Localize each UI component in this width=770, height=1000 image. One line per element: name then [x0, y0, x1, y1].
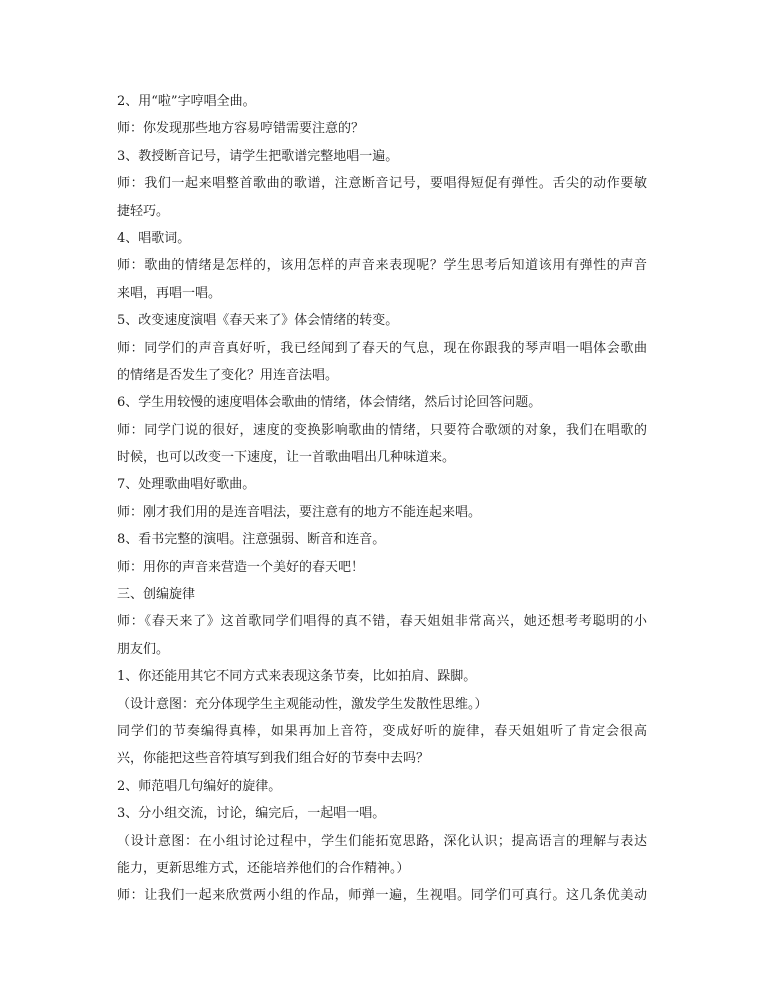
text-line: 兴，你能把这些音符填写到我们组合好的节奏中去吗？ — [117, 751, 430, 767]
text-line: （设计意图：充分体现学生主观能动性，激发学生发散性思维。） — [117, 696, 488, 712]
text-line: 能力，更新思维方式，还能培养他们的合作精神。） — [117, 860, 410, 876]
text-line: 师：刚才我们用的是连音唱法，要注意有的地方不能连起来唱。 — [117, 504, 482, 520]
text-line: 师：歌曲的情绪是怎样的，该用怎样的声音来表现呢？学生思考后知道该用有弹性的声音 — [117, 258, 647, 274]
text-line: 来唱，再唱一唱。 — [117, 285, 222, 301]
text-line: 捷轻巧。 — [117, 203, 170, 219]
text-line: 8、看书完整的演唱。注意强弱、断音和连音。 — [117, 532, 386, 548]
text-line: （设计意图：在小组讨论过程中，学生们能拓宽思路，深化认识；提高语言的理解与表达 — [117, 833, 647, 849]
text-line: 5、改变速度演唱《春天来了》体会情绪的转变。 — [117, 313, 399, 329]
text-line: 6、学生用较慢的速度唱体会歌曲的情绪，体会情绪，然后讨论回答问题。 — [117, 395, 542, 411]
text-line: 3、分小组交流，讨论，编完后，一起唱一唱。 — [117, 806, 386, 822]
text-line: 的情绪是否发生了变化？用连音法唱。 — [117, 367, 339, 383]
text-line: 师：我们一起来唱整首歌曲的歌谱，注意断音记号，要唱得短促有弹性。舌尖的动作要敏 — [117, 176, 647, 192]
section-heading: 三、创编旋律 — [117, 587, 196, 603]
text-line: 师：同学们的声音真好听，我已经闻到了春天的气息，现在你跟我的琴声唱一唱体会歌曲 — [117, 340, 647, 356]
text-line: 朋友们。 — [117, 641, 170, 657]
text-line: 1、你还能用其它不同方式来表现这条节奏，比如拍肩、跺脚。 — [117, 669, 477, 685]
document-body — [117, 88, 657, 910]
text-line: 7、处理歌曲唱好歌曲。 — [117, 477, 256, 493]
text-line: 师：同学门说的很好，速度的变换影响歌曲的情绪，只要符合歌颂的对象，我们在唱歌的 — [117, 422, 647, 438]
text-line: 2、用“啦”字哼唱全曲。 — [117, 94, 256, 109]
text-line: 师：你发现那些地方容易哼错需要注意的？ — [117, 121, 365, 137]
text-line: 时候，也可以改变一下速度，让一首歌曲唱出几种味道来。 — [117, 450, 456, 466]
text-line: 4、唱歌词。 — [117, 230, 191, 246]
text-line: 2、师范唱几句编好的旋律。 — [117, 778, 282, 794]
text-line: 师：《春天来了》这首歌同学们唱得的真不错，春天姐姐非常高兴，她还想考考聪明的小 — [117, 614, 647, 630]
text-line: 3、教授断音记号，请学生把歌谱完整地唱一遍。 — [117, 148, 399, 164]
text-line: 同学们的节奏编得真棒，如果再加上音符，变成好听的旋律，春天姐姐听了肯定会很高 — [117, 723, 647, 739]
text-line: 师：用你的声音来营造一个美好的春天吧！ — [117, 559, 365, 575]
text-line: 师：让我们一起来欣赏两小组的作品，师弹一遍，生视唱。同学们可真行。这几条优美动 — [117, 888, 647, 904]
